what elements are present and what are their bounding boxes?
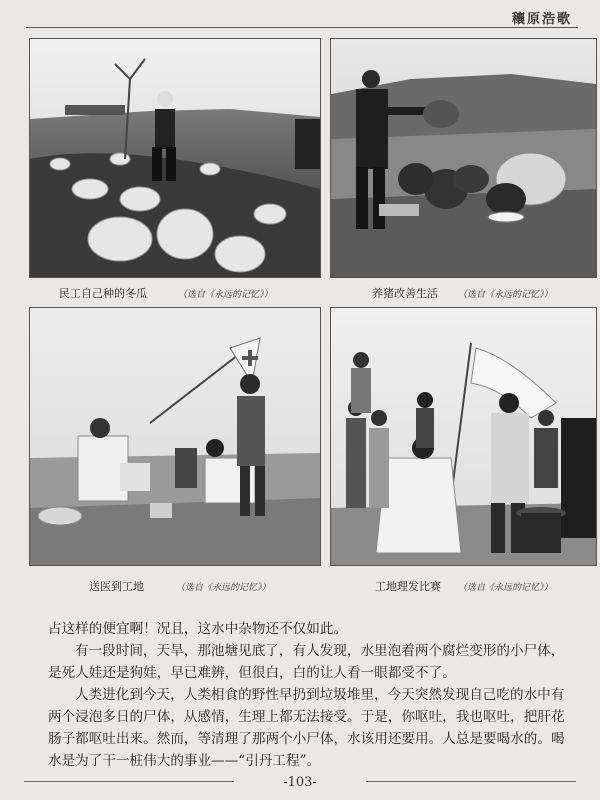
header-title: 穰原浩歌 [511,12,572,27]
photo-raising-pigs [330,38,597,278]
photo-source-1: （选自《永远的记忆》） [178,290,273,300]
photo-caption-3: 送医到工地 [89,580,144,593]
photo-caption-2: 养猪改善生活 [372,287,438,300]
photo-source-4: （选自《永远的记忆》） [458,583,553,593]
photo-caption-4: 工地理发比赛 [375,580,441,593]
paragraph-1: 占这样的便宜啊！况且，这水中杂物还不仅如此。 [48,621,348,637]
photo-winter-melons [29,38,321,278]
photo-caption-1: 民工自己种的冬瓜 [59,287,147,300]
photo-haircut-contest [330,307,597,566]
paragraph-2: 有一段时间，天旱，那池塘见底了，有人发现，水里泡着两个腐烂变形的小尸体，是死人娃还是狗娃，早已难辨，但很白，白的让人看一眼都受不了。 [48,643,565,681]
header-rule [26,27,578,28]
body-text [48,618,576,772]
photo-medical-to-site [29,307,321,566]
photo-source-2: （选自《永远的记忆》） [458,290,553,300]
page-number: -103- [283,775,317,790]
paragraph-3: 人类进化到今天，人类相食的野性早扔到垃圾堆里，今天突然发现自己吃的水中有两个浸泡多日的尸体，从感情，生理上都无法接受。于是，你呕吐，我也呕吐，把肝花肠子都呕吐出来。然而，等清理了那两个小尸体，水该用还要用。人总是要喝水的。喝水是为了干一桩伟大的事业——“引丹工程”。 [48,687,565,769]
photo-source-3: （选自《永远的记忆》） [176,583,271,593]
